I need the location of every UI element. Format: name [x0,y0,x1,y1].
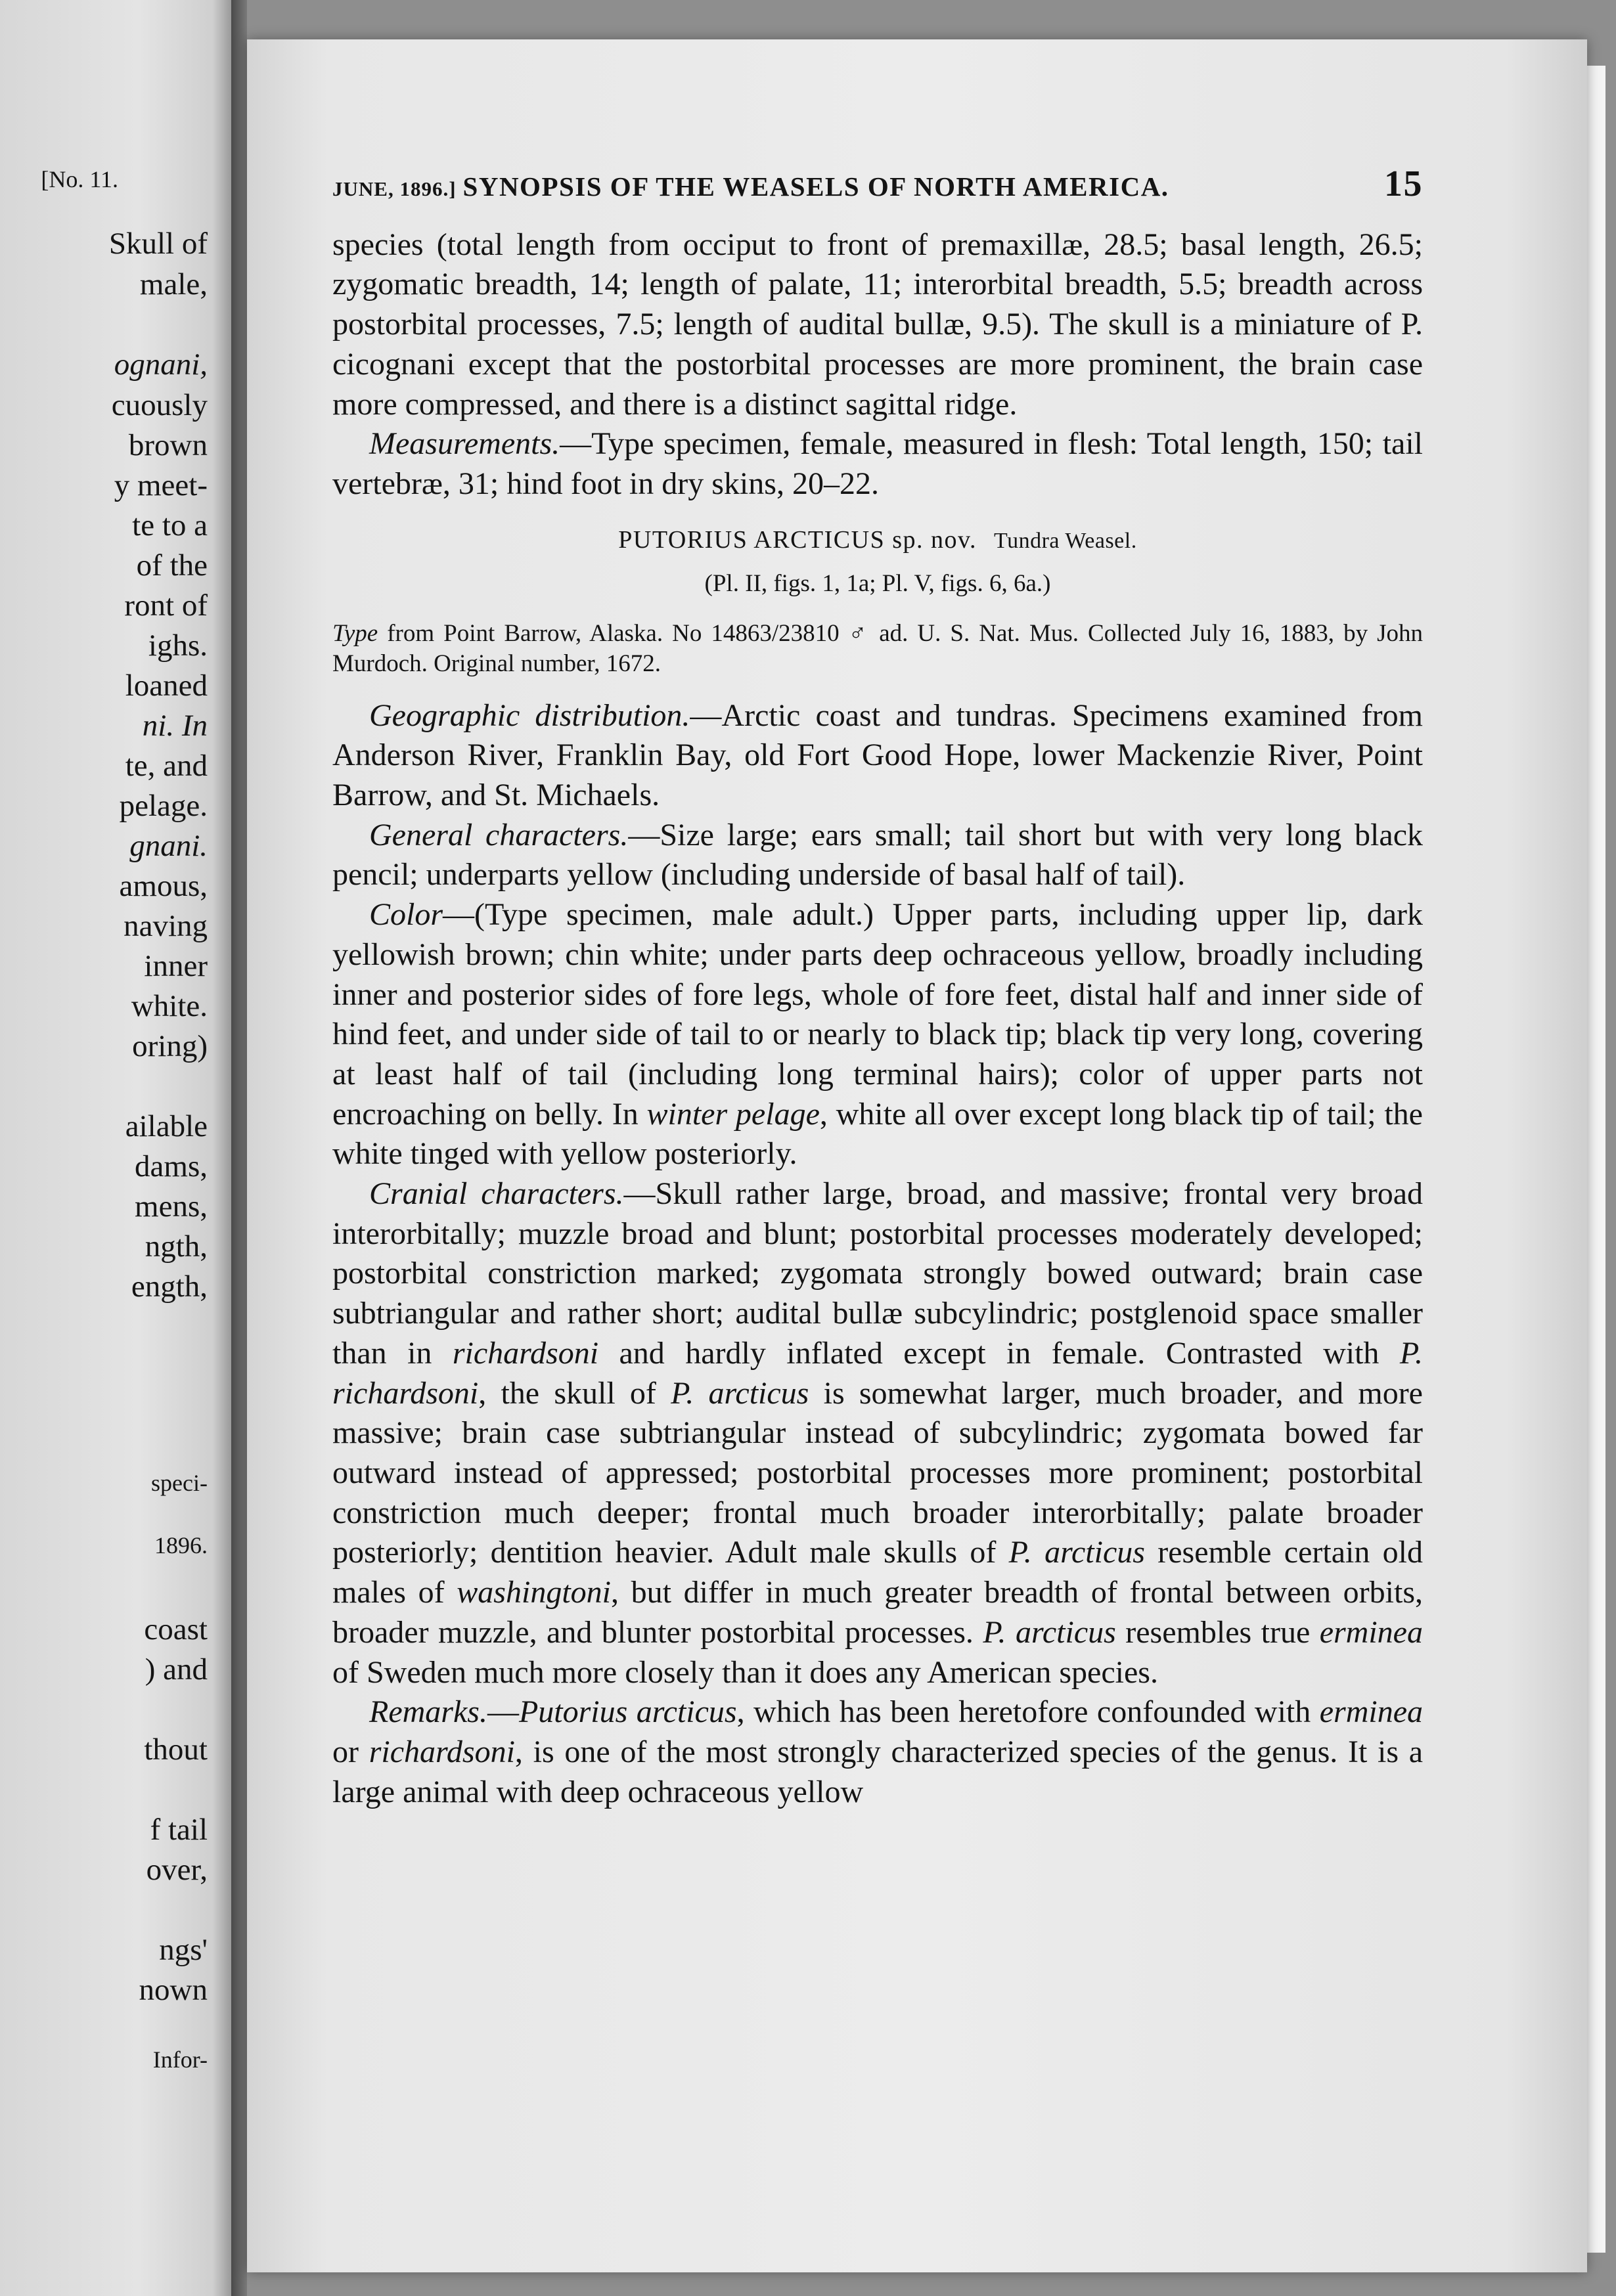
header-title: SYNOPSIS OF THE WEASELS OF NORTH AMERICA. [462,171,1169,202]
cranial-paragraph [332,1174,1423,1692]
measurements-text: —Type specimen, female, measured in flesh: Total length, 150; tail vertebræ, 31; hind foot in dry skins, 20–22. [332,426,1423,501]
left-fragment: ength, [131,1269,208,1304]
cranial-text: and hardly inflated except in female. Contrasted with [598,1335,1400,1371]
taxon-name: P. arcticus [671,1375,809,1411]
type-text: from Point Barrow, Alaska. No 14863/23810 ♂ ad. U. S. Nat. Mus. Collected July 16, 1883, by John Murdoch. Original number, 1672. [332,619,1423,677]
left-fragment: ngs' [159,1933,208,1967]
remarks-text: — [487,1694,519,1730]
left-fragment: ront of [124,588,208,623]
taxon-name: P. richardsoni [332,1335,1423,1411]
intro-paragraph: species (total length from occiput to front of premaxillæ, 28.5; basal length, 26.5; zygomatic breadth, 14; length of palate, 11; interorbital breadth, 5.5; breadth across postorbital processes, 7.5; length of audital bullæ, 9.5). The skull is a miniature of P. cicognani except that the postorbital processes are more prominent, the brain case more compressed, and there is a distinct sagittal ridge. [332,227,1423,422]
taxon-name: richardsoni [369,1734,515,1769]
type-label: Type [332,619,378,647]
general-label: General characters. [369,817,629,852]
left-fragment: pelage. [119,789,208,823]
left-fragment: ) and [145,1652,208,1687]
page-edge [1587,66,1605,2253]
species-heading [332,521,1423,560]
page-content [332,164,1423,1812]
left-fragment: f tail [150,1813,208,1847]
left-fragment: [No. 11. [41,166,118,192]
left-fragment: cuously [111,388,208,422]
measurements-label: Measurements. [369,426,560,462]
taxon-name: P. arcticus [983,1614,1116,1650]
color-paragraph [332,895,1423,1174]
left-fragment: male, [139,267,208,301]
left-fragment: nown [139,1973,208,2007]
geographic-label: Geographic distribution. [369,697,690,733]
remarks-text: , which has been heretofore confounded with [736,1694,1320,1730]
cranial-text: —Skull rather large, broad, and massive; frontal very broad interorbitally; muzzle broad and blunt; postorbital processes moderately developed; postorbital constriction marked; zygomata strongly bowed outward; brain case subtriangular and rather short; audital bullæ subcylindric; postglenoid space smaller than in [332,1176,1424,1371]
left-fragment: loaned [125,669,208,703]
plates-reference: (Pl. II, figs. 1, 1a; Pl. V, figs. 6, 6a.) [704,569,1051,597]
left-fragment: ni. In [142,709,208,743]
general-text: —Size large; ears small; tail short but with very long black pencil; underparts yellow (including underside of basal half of tail). [332,817,1423,893]
left-fragment: amous, [119,869,208,903]
cranial-text: , the skull of [478,1375,671,1411]
taxon-name: Putorius arcticus [518,1694,737,1730]
remarks-text: , is one of the most strongly characterized species of the genus. It is a large animal with deep ochraceous yellow [332,1734,1424,1809]
left-fragment: brown [128,428,208,462]
taxon-name: washingtoni [457,1575,611,1610]
left-fragment: y meet- [114,468,208,502]
color-text: —(Type specimen, male adult.) Upper parts, including upper lip, dark yellowish brown; chin white; under parts deep ochraceous yellow, broadly including inner and posterior sides of fore legs, whole of fore feet, distal half and inner side of hind feet, and under side of tail to or nearly to black tip; black tip very long, covering at least half of tail (including long terminal hairs); color of upper parts not encroaching on belly. In [332,897,1423,1132]
left-fragment: mens, [135,1189,208,1224]
taxon-name: richardsoni [452,1335,599,1371]
left-fragment: thout [144,1733,208,1767]
page [247,39,1587,2272]
taxon-name: erminea [1319,1694,1423,1730]
common-name: Tundra Weasel. [994,528,1137,553]
cranial-text: , but differ in much greater breadth of frontal between orbits, broader muzzle, and blunter postorbital processes. [332,1575,1423,1650]
winter-pelage-term: winter pelage [646,1096,820,1132]
general-paragraph [332,816,1423,895]
remarks-label: Remarks. [369,1694,487,1730]
geographic-paragraph [332,696,1423,816]
color-label: Color [369,897,443,933]
left-fragment: ngth, [145,1229,208,1264]
page-number: 15 [1384,164,1423,204]
left-fragment: naving [123,909,208,943]
cranial-text: resemble certain old males of [332,1535,1424,1610]
left-fragment: of the [136,548,208,583]
left-fragment: over, [146,1853,208,1887]
taxon-name: P. arcticus [1008,1535,1145,1570]
left-fragment: ailable [125,1109,208,1143]
left-fragment: speci- [151,1470,208,1496]
left-fragment: coast [144,1612,208,1646]
facing-page [0,0,231,2296]
left-fragment: 1896. [154,1532,208,1558]
left-fragment: white. [131,989,208,1023]
left-fragment: ognani, [114,347,208,382]
left-fragment: oring) [132,1029,208,1063]
left-fragment: ighs. [148,629,208,663]
left-fragment: gnani. [129,829,208,863]
remarks-paragraph [332,1692,1423,1812]
left-fragment: te, and [125,749,208,783]
left-fragment: Skull of [108,227,208,261]
remarks-text: or [332,1734,369,1769]
measurements-paragraph [332,424,1423,504]
cranial-text: of Sweden much more closely than it does any American species. [332,1654,1158,1690]
running-header [332,164,1423,210]
color-text: , white all over except long black tip of tail; the white tinged with yellow posteriorly. [332,1096,1423,1172]
type-paragraph [332,619,1423,679]
cranial-text: is somewhat larger, much broader, and more massive; brain case subtriangular instead of subcylindric; zygomata bowed far outward instead of appressed; postorbital processes more prominent; postorbital constriction much deeper; frontal much broader interorbitally; palate broader posteriorly; dentition heavier. Adult male skulls of [332,1375,1423,1570]
taxon-name: erminea [1319,1614,1423,1650]
cranial-text: resembles true [1115,1614,1320,1650]
left-fragment: inner [144,949,208,983]
cranial-label: Cranial characters. [369,1176,624,1212]
header-date: JUNE, 1896.] [332,177,457,200]
left-fragment: dams, [135,1149,208,1183]
species-name: PUTORIUS ARCTICUS sp. nov. [618,525,977,554]
book-gutter [231,0,247,2296]
geographic-text: —Arctic coast and tundras. Specimens examined from Anderson River, Franklin Bay, old Fort Good Hope, lower Mackenzie River, Point Barrow, and St. Michaels. [332,697,1423,813]
left-fragment: te to a [132,508,208,542]
left-fragment: Infor- [152,2046,208,2073]
